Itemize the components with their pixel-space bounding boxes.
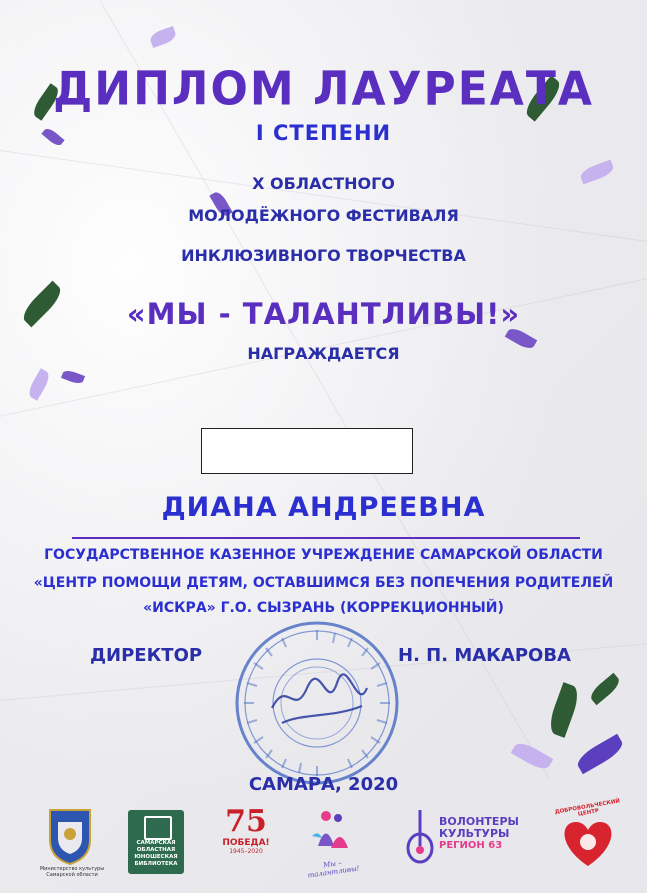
festival-figures-icon (298, 806, 368, 856)
volunteers-logo (405, 806, 535, 872)
director-name: Н. П. МАКАРОВА (398, 645, 571, 666)
official-stamp (232, 618, 402, 788)
volunteers-text-1: ВОЛОНТЕРЫ (439, 815, 519, 828)
festival-logo (298, 806, 368, 880)
leaf-decoration (574, 734, 626, 775)
leaf-decoration (26, 368, 52, 400)
director-label: ДИРЕКТОР (90, 645, 203, 666)
divider (72, 537, 580, 539)
festival-name: «МЫ - ТАЛАНТЛИВЫ!» (126, 297, 521, 331)
organization-line-3: «ИСКРА» Г.О. СЫЗРАНЬ (КОРРЕКЦИОННЫЙ) (143, 600, 504, 616)
leaf-decoration (546, 682, 583, 738)
ministry-caption: Министерство культуры Самарской области (39, 866, 105, 878)
victory-text: ПОБЕДА! (222, 838, 270, 848)
festival-line-1: X ОБЛАСТНОГО (252, 174, 395, 193)
recipient-name: ДИАНА АНДРЕЕВНА (161, 492, 486, 523)
victory-number: 75 (225, 804, 267, 839)
festival-logo-text: Мы – талантливы! (307, 858, 360, 880)
diploma-title: ДИПЛОМ ЛАУРЕАТА (53, 62, 594, 117)
organization-line-2: «ЦЕНТР ПОМОЩИ ДЕТЯМ, ОСТАВШИМСЯ БЕЗ ПОПЕЧЕНИЯ РОДИТЕЛЕЙ (33, 575, 614, 591)
ministry-coat-of-arms-logo (40, 806, 100, 868)
awarded-label: НАГРАЖДАЕТСЯ (247, 344, 400, 363)
victory-75-logo (218, 806, 274, 876)
library-text-3: ЮНОШЕСКАЯ (134, 854, 178, 860)
library-text-4: БИБЛИОТЕКА (134, 861, 178, 867)
leaf-decoration (511, 739, 554, 773)
redacted-name-box (201, 428, 413, 474)
city-year: САМАРА, 2020 (248, 774, 399, 795)
diploma-degree: I СТЕПЕНИ (255, 121, 392, 145)
victory-years: 1945–2020 (229, 848, 263, 855)
book-icon (144, 816, 172, 840)
library-text-1: САМАРСКАЯ (136, 840, 176, 846)
leaf-decoration (61, 369, 85, 386)
organization-line-1: ГОСУДАРСТВЕННОЕ КАЗЕННОЕ УЧРЕЖДЕНИЕ САМАРСКОЙ ОБЛАСТИ (44, 547, 603, 563)
library-text-2: ОБЛАСТНАЯ (136, 847, 176, 853)
leaf-decoration (148, 26, 177, 48)
leaf-decoration (587, 673, 622, 706)
volunteers-region: РЕГИОН 63 (439, 840, 503, 851)
paper-crease (0, 150, 647, 248)
volunteer-center-text: ДОБРОВОЛЬЧЕСКИЙ ЦЕНТР (554, 798, 621, 818)
volunteer-center-logo (548, 800, 628, 876)
festival-line-2: МОЛОДЁЖНОГО ФЕСТИВАЛЯ (188, 206, 459, 225)
library-logo (128, 810, 184, 874)
volunteers-text-2: КУЛЬТУРЫ (439, 827, 510, 840)
violin-icon (405, 806, 435, 866)
festival-line-3: ИНКЛЮЗИВНОГО ТВОРЧЕСТВА (181, 246, 466, 265)
